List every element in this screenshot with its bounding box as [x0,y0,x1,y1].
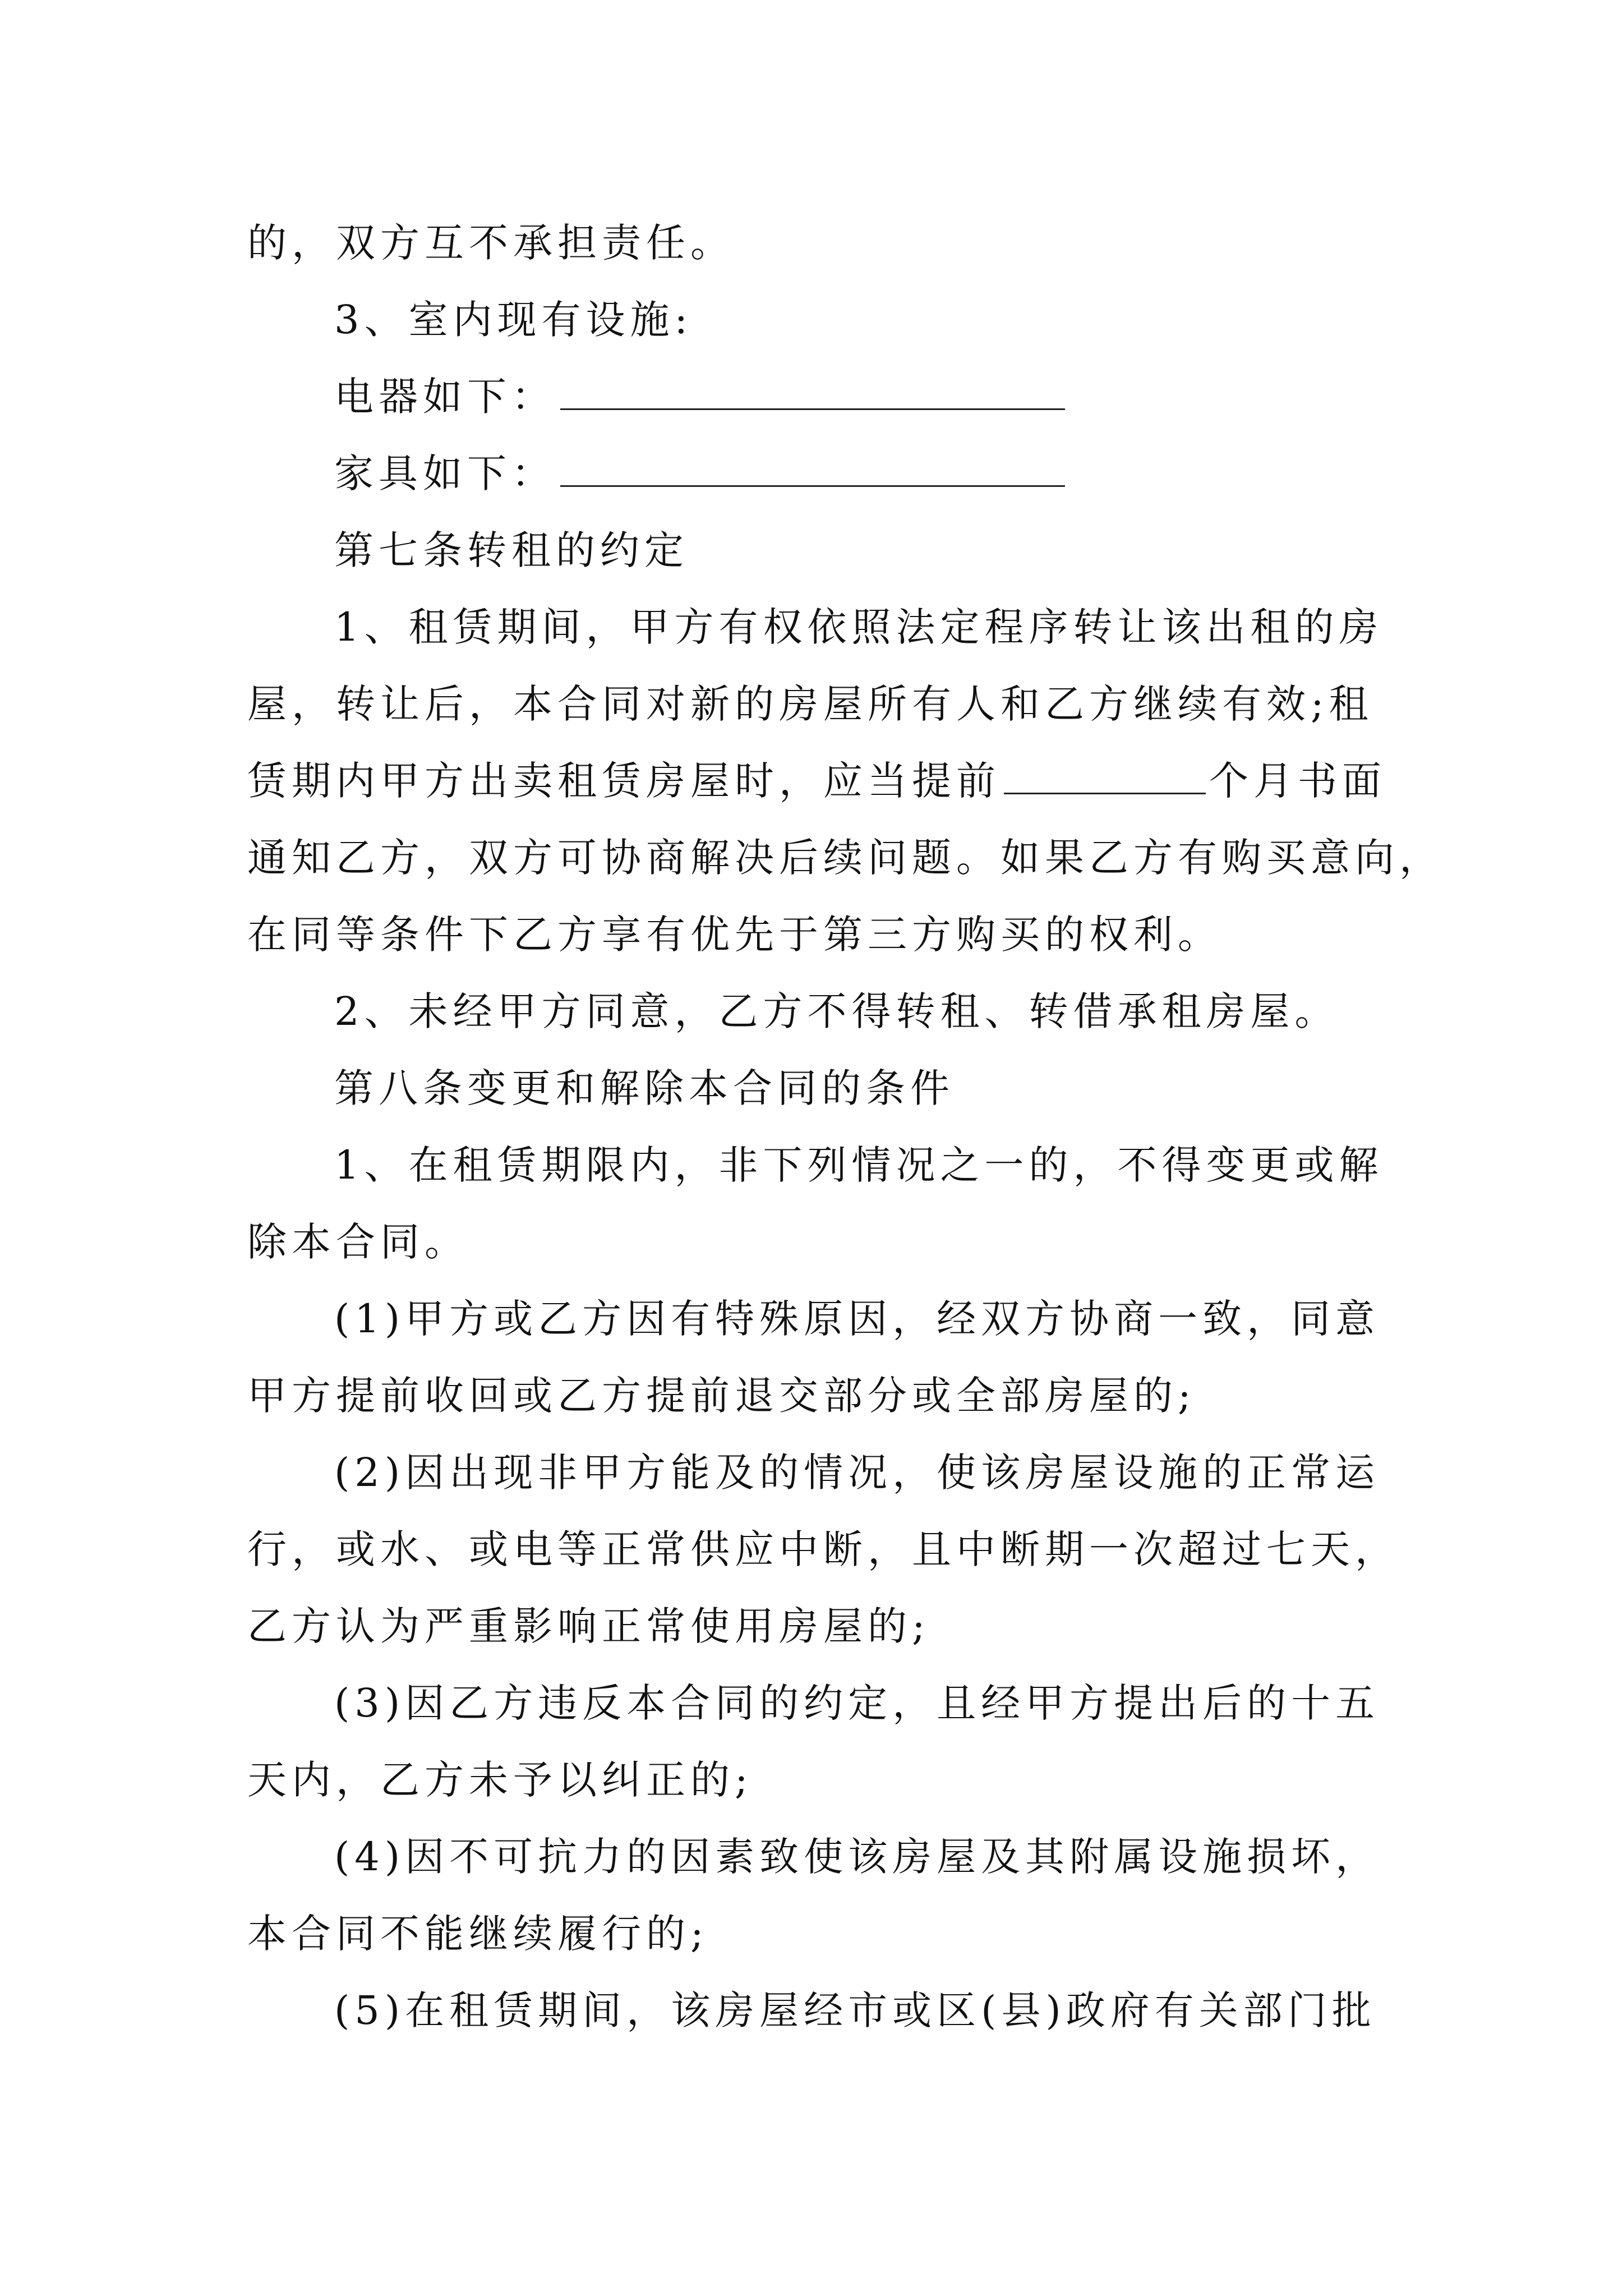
text-line: 行，或水、或电等正常供应中断，且中断期一次超过七天， [247,1526,1399,1572]
text-line: 甲方提前收回或乙方提前退交部分或全部房屋的; [247,1373,1196,1419]
text-line: 天内，乙方未予以纠正的; [247,1757,753,1803]
furniture-blank [560,453,1065,487]
text-line: 的，双方互不承担责任。 [247,220,735,266]
text-line: 除本合同。 [247,1219,469,1265]
text-line: 本合同不能继续履行的; [247,1911,709,1957]
section-heading: 第七条转租的约定 [334,527,689,573]
notice-text-before: 赁期内甲方出卖租赁房屋时，应当提前 [247,758,1000,804]
text-line-electrical [334,369,1065,425]
text-line: 通知乙方，双方可协商解决后续问题。如果乙方有购买意向， [247,835,1444,881]
notice-text-after: 个月书面 [1209,758,1386,804]
text-line: (3)因乙方违反本合同的约定，且经甲方提出后的十五 [334,1680,1380,1726]
text-line: 2、未经甲方同意，乙方不得转租、转借承租房屋。 [334,988,1339,1034]
text-line: (1)甲方或乙方因有特殊原因，经双方协商一致，同意 [334,1296,1380,1342]
text-line: 3、室内现有设施: [334,297,693,343]
text-line-notice-period [247,753,1386,809]
text-line: (4)因不可抗力的因素致使该房屋及其附属设施损坏， [334,1834,1380,1880]
text-line: 在同等条件下乙方享有优先于第三方购买的权利。 [247,912,1222,958]
text-line: 乙方认为严重影响正常使用房屋的; [247,1603,930,1649]
text-line-furniture [334,445,1065,501]
text-line: 1、在租赁期限内，非下列情况之一的，不得变更或解 [334,1142,1384,1188]
text-line: (2)因出现非甲方能及的情况，使该房屋设施的正常运 [334,1450,1380,1496]
electrical-blank [560,376,1065,410]
section-heading: 第八条变更和解除本合同的条件 [334,1065,955,1111]
electrical-label: 电器如下： [334,374,556,420]
furniture-label: 家具如下： [334,450,556,496]
notice-months-blank [1004,760,1206,794]
text-line: 屋，转让后，本合同对新的房屋所有人和乙方继续有效;租 [247,681,1373,727]
text-line: (5)在租赁期间，该房屋经市或区(县)政府有关部门批 [334,1987,1376,2033]
text-line: 1、租赁期间，甲方有权依照法定程序转让该出租的房 [334,604,1384,650]
